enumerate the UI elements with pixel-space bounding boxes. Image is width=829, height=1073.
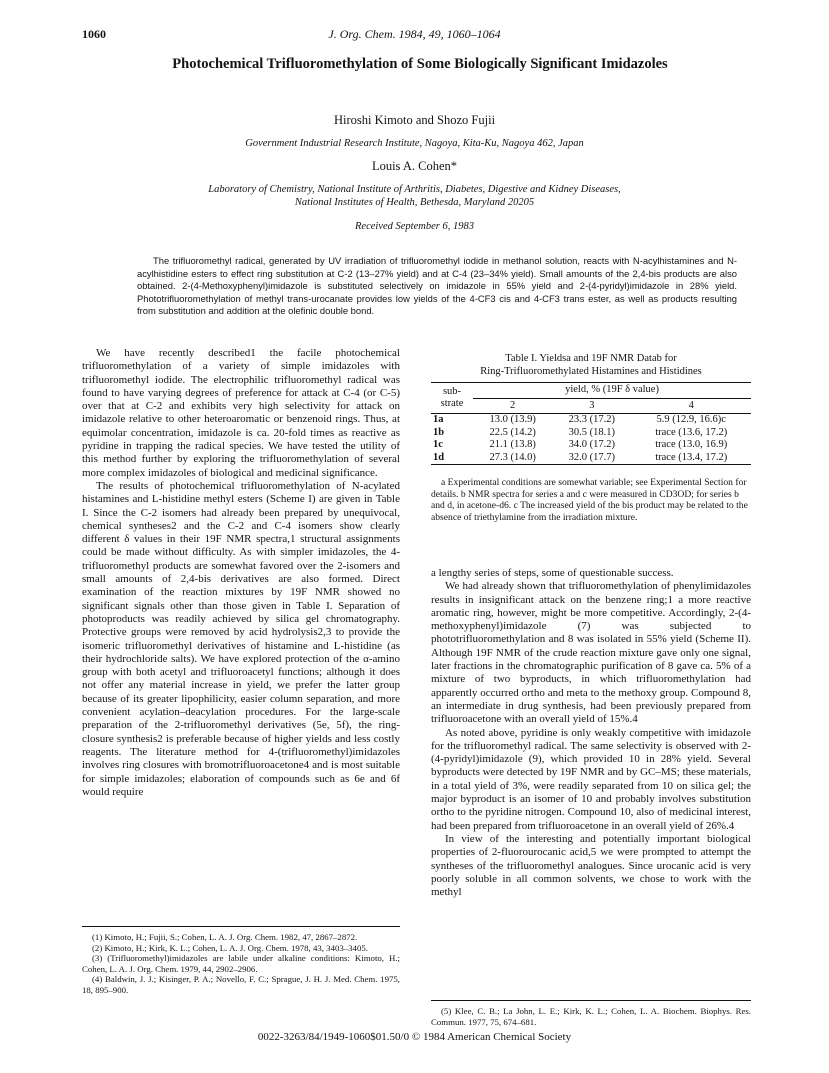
received-date: Received September 6, 1983 xyxy=(355,221,474,232)
reference-item: (2) Kimoto, H.; Kirk, K. L.; Cohen, L. A. J. Org. Chem. 1978, 43, 3403–3405. xyxy=(92,942,368,953)
table-cell: 22.5 (14.2) xyxy=(489,426,536,438)
table-row xyxy=(431,427,751,440)
table-caption-line2: Ring-Trifluoromethylated Histamines and Histidines xyxy=(480,366,702,377)
table-cell: 27.3 (14.0) xyxy=(489,451,536,463)
authors-secondary: Louis A. Cohen* xyxy=(371,159,458,173)
table-cell: 13.0 (13.9) xyxy=(489,414,536,425)
reference-item: (1) Kimoto, H.; Fujii, S.; Cohen, L. A. J. Org. Chem. 1982, 47, 2867–2872. xyxy=(92,932,358,942)
table-cell: 32.0 (17.7) xyxy=(568,451,616,463)
table-cell: 30.5 (18.1) xyxy=(568,426,616,438)
authors-primary: Hiroshi Kimoto and Shozo Fujii xyxy=(333,113,496,127)
table-footnote xyxy=(431,477,751,523)
abstract-text: The trifluoromethyl radical, generated by UV irradiation of trifluoromethyl iodide in methanol solution, reacts with N-acylhistamines and N-acylhistidine esters to effect ring substitution at C-2 (13–27% yield) and at C-4 (23–34% yield). Small amounts of the 2,4-bis products are also obtained. 2-(4-Methoxyphenyl)imidazole is substituted selectively on imidazole in 55% yield and 2-(4-pyridyl)imidazole in 28% yield. Phototrifluoromethylation of methyl trans-urocanate provides low yields of the 4-CF3 cis and 4-CF3 trans ester, as well as products resulting from substitution and addition at the olefinic double bond. xyxy=(137,255,737,316)
table-footnote-text: a Experimental conditions are somewhat variable; see Experimental Section for details. b NMR spectra for series a and c were measured in CD3OD; for series b and d, in acetone-d6. c The increased yield of the bis product may be related to the absence of triethylamine from the irradiation mixture. xyxy=(431,477,748,523)
table-cell: trace (13.0, 16.9) xyxy=(655,439,728,450)
reference-item: (4) Baldwin, J. J.; Kisinger, P. A.; Novello, F. C.; Sprague, J. H. J. Med. Chem. 1975, 18, 895–900. xyxy=(82,974,400,995)
table-cell: 21.1 (13.8) xyxy=(489,439,536,450)
table-cell: 23.3 (17.2) xyxy=(568,414,616,425)
table-header-col: 4 xyxy=(688,399,694,411)
body-paragraph: In view of the interesting and potentially important biological properties of 2-fluorourocanic acid,5 we were prompted to attempt the syntheses of the trifluoromethyl analogues. Since urocanic acid is very poorly soluble in all common solvents, we chose to work with the methyl xyxy=(431,832,751,899)
table-cell: 1a xyxy=(433,414,444,425)
affiliation-secondary-line2: National Institutes of Health, Bethesda, Maryland 20205 xyxy=(294,197,535,208)
table-header-group: yield, % (19F δ value) xyxy=(473,383,751,399)
references-right xyxy=(431,1000,751,1027)
right-column xyxy=(431,567,751,899)
table-header-col: 2 xyxy=(510,399,516,411)
body-paragraph: As noted above, pyridine is only weakly competitive with imidazole for the trifluoromethyl radical. The same selectivity is observed with 2-(4-pyridyl)imidazole (9), which provided 10 in 28% yield. Several byproducts were detected by 19F NMR and by GC–MS; these materials, in a total yield of 3%, were readily separated from 10 on silica gel; the major byproduct is an isomer of 10 and probably involves substitution ortho to the pyridine nitrogen. Compound 10, also of medicinal interest, had been prepared from trifluoroacetone in an overall yield of 26%.4 xyxy=(431,726,751,832)
table-cell: 1d xyxy=(433,451,445,463)
references-left xyxy=(82,926,400,996)
body-paragraph: The results of photochemical trifluoromethylation of N-acylated histamines and L-histidine methyl esters (Scheme I) are given in Table I. Since the C-2 isomers had already been prepared by unequivocal, chemical syntheses2 and the C-2 and C-4 isomers show clearly different δ values in their 19F NMR spectra,1 structural assignments could be made without difficulty. As with simpler imidazoles, the 4-trifluoromethyl products are somewhat favored over the 2-isomers and small amounts of 2,4-bis derivatives are also formed. Direct examination of the reaction mixtures by 19F NMR showed no significant signals other than those given in Table I. Separation of photoproducts was readily achieved by silica gel chromatography. Protective groups were removed by acid hydrolysis2,3 to provide the isomeric trifluoromethyl derivatives of histamine and L-histidine (as their hydrochloride salts). We have explored protection of the α-amino group with both acetyl and trifluoroacetyl functions; although it does not offer any material increase in yield, we prefer the latter group because of its greater lipophilicity, easier column separation, and more convenient acylation–deacylation procedures. For the large-scale preparation of the 2-trifluoromethyl derivatives (5e, 5f), the ring-closure synthesis2 is preferable because of higher yields and less costly reagents. The literature method for 4-(trifluoromethyl)imidazoles involves ring closures with bromotrifluoroacetone4 and is most suitable for simple imidazoles; elaboration of compounds such as 6e and 6f would require xyxy=(82,479,400,798)
body-paragraph: We had already shown that trifluoromethylation of phenylimidazoles results in insignificant attack on the benzene ring;1 a more reactive aromatic ring, however, might be more competitive. Accordingly, 2-(4-methoxyphenyl)imidazole (7) was subjected to phototrifluoromethylation and 8 was isolated in 55% yield (Scheme II). Although 19F NMR of the crude reaction mixture gave only one signal, later fractions in the chromatographic purification of 8 gave ca. 5% of a mixture of two byproducts, in which trifluoromethylation had apparently occurred ortho and meta to the methoxy group. Compound 8, an intermediate in drug synthesis, had been previously prepared from trifluoroacetone with an overall yield of 15%.4 xyxy=(431,580,751,726)
table-row xyxy=(431,452,751,465)
body-paragraph: We have recently described1 the facile photochemical trifluoromethylation of a variety of simple imidazoles with trifluoromethyl iodide. The electrophilic trifluoromethyl radical was found to have varying degrees of preference for attack at C-4 (or C-5) over that at C-2 and exhibits very high selectivity for attack on imidazole relative to other heteroaromatic or benzenoid rings. Thus, at equimolar concentration, imidazole is ca. 20-fold times as reactive as pyridine in trapping the radical species. We have tested the utility of this method further by exploring the trifluoromethylation of several more complex imidazoles of biological and medicinal significance. xyxy=(82,347,400,479)
affiliation-secondary-line1: Laboratory of Chemistry, National Institute of Arthritis, Diabetes, Digestive and Kidney Diseases, xyxy=(208,184,621,195)
affiliation-secondary xyxy=(0,183,829,209)
reference-item: (3) (Trifluoromethyl)imidazoles are labile under alkaline conditions: Kimoto, H.; Cohen, L. A. J. Org. Chem. 1979, 44, 2902–2906. xyxy=(82,953,400,974)
reference-item: (5) Klee, C. B.; La John, L. E.; Kirk, K. L.; Cohen, L. A. Biochem. Biophys. Res. Commun. 1977, 75, 674–681. xyxy=(431,1006,751,1027)
journal-header: J. Org. Chem. 1984, 49, 1060–1064 xyxy=(328,27,501,41)
table-cell: trace (13.4, 17.2) xyxy=(655,451,728,463)
abstract xyxy=(137,255,737,318)
table-cell: 34.0 (17.2) xyxy=(568,439,616,450)
table-cell: 1b xyxy=(433,426,445,438)
copyright-footer: 0022-3263/84/1949-1060$01.50/0 © 1984 American Chemical Society xyxy=(257,1031,572,1043)
table-caption-line1: Table I. Yieldsa and 19F NMR Datab for xyxy=(505,353,677,364)
article-title: Photochemical Trifluoromethylation of Some Biologically Significant Imidazoles xyxy=(172,56,668,72)
table-caption xyxy=(431,352,751,378)
affiliation-primary: Government Industrial Research Institute, Nagoya, Kita-Ku, Nagoya 462, Japan xyxy=(245,138,584,149)
left-column xyxy=(82,347,400,799)
table-row xyxy=(431,439,751,452)
table-header-col: 3 xyxy=(589,399,595,411)
table-header-substrate: sub- strate xyxy=(431,383,473,414)
table-row xyxy=(431,414,751,427)
page-number: 1060 xyxy=(82,27,106,41)
body-paragraph: a lengthy series of steps, some of questionable success. xyxy=(431,567,674,579)
table-cell: 1c xyxy=(433,439,443,450)
yield-table xyxy=(431,382,751,465)
table-cell: 5.9 (12.9, 16.6)c xyxy=(656,414,726,425)
table-cell: trace (13.6, 17.2) xyxy=(655,426,728,438)
